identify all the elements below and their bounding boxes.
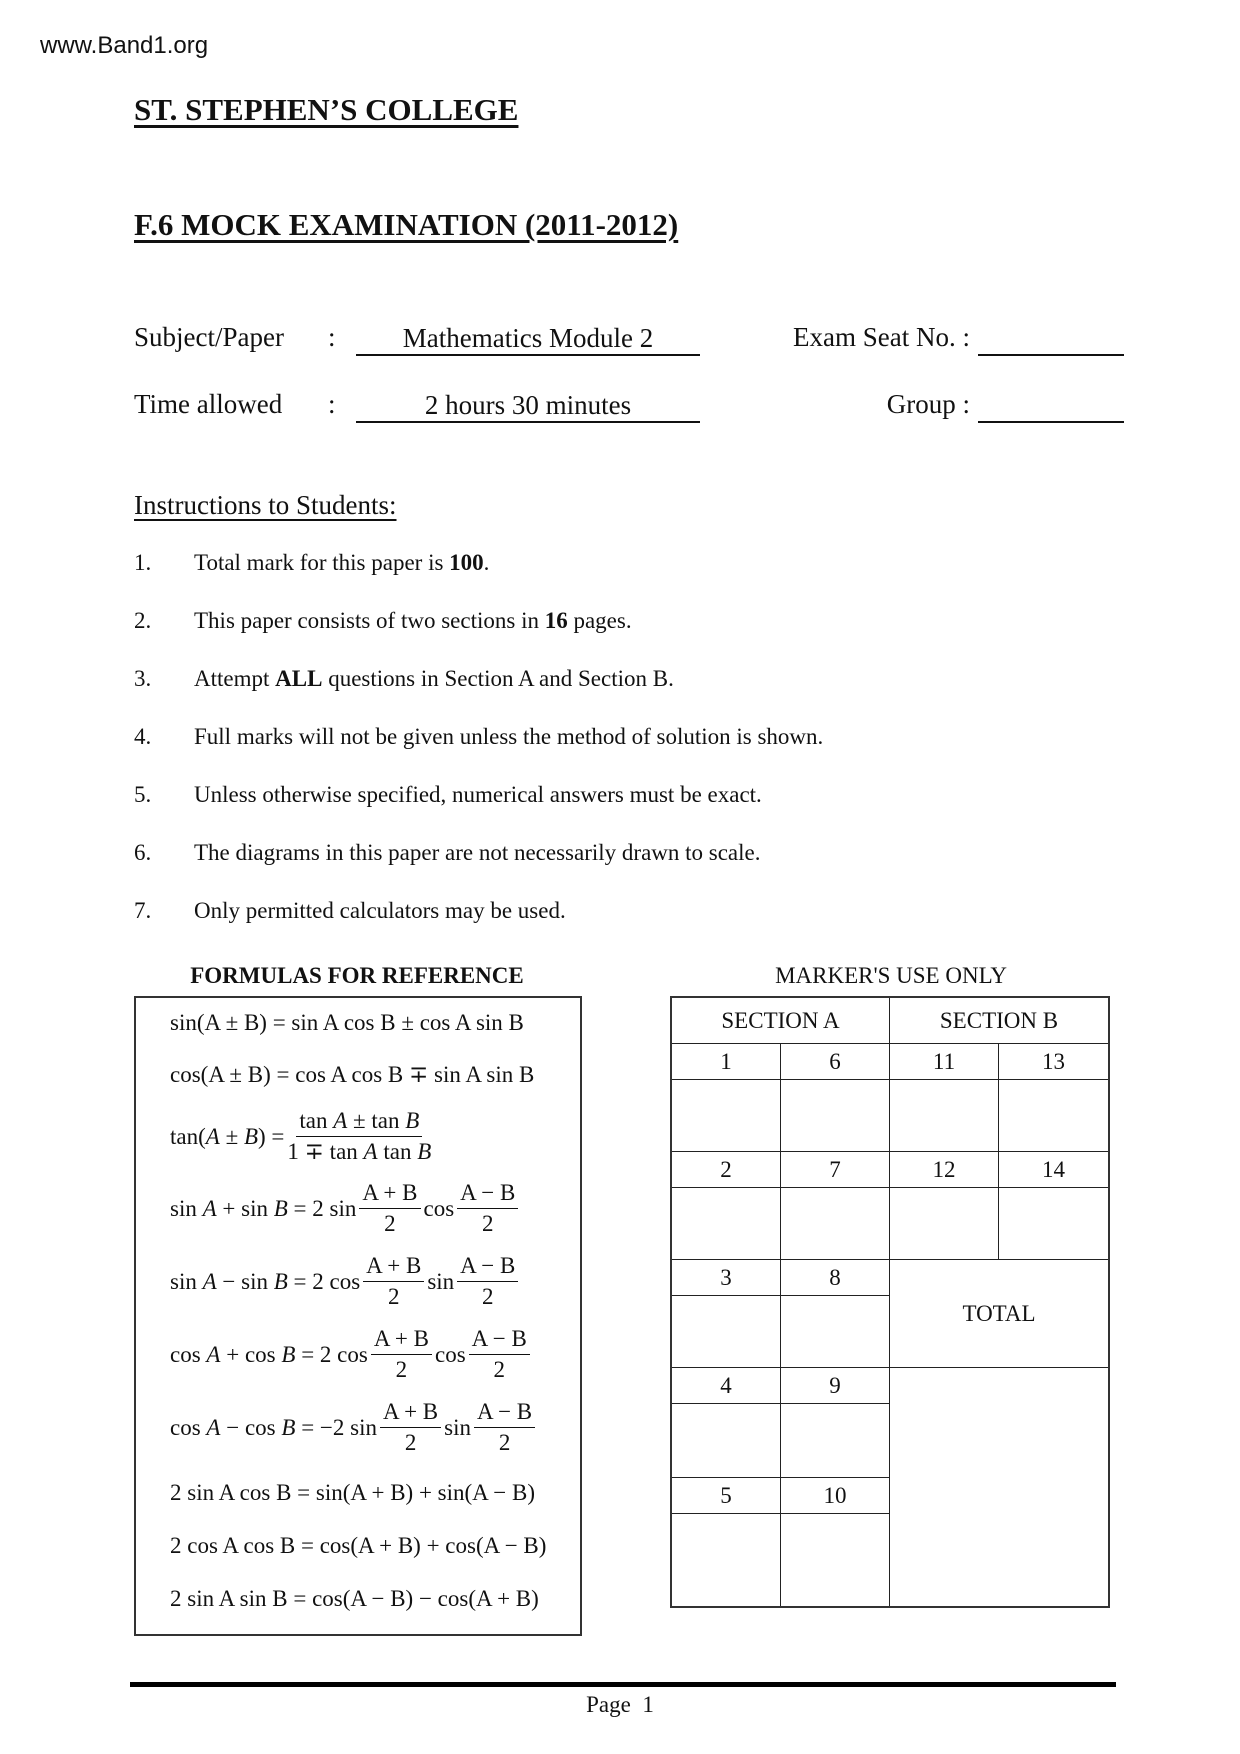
formula-product-sin-cos: [170, 1480, 535, 1506]
mark-box-q9[interactable]: [781, 1404, 890, 1478]
total-label: TOTAL: [890, 1260, 1108, 1368]
marker-title: MARKER'S USE ONLY: [775, 963, 1007, 988]
question-label: 2: [672, 1152, 781, 1188]
fraction-denominator: 2: [388, 1284, 400, 1309]
instruction-item: [134, 608, 1034, 666]
formula-text: cos(A ± B) = cos A cos B ∓ sin A sin B: [170, 1062, 535, 1087]
formula-cos-sum: [170, 1062, 534, 1088]
formula-text: 2 sin A cos B = sin(A + B) + sin(A − B): [170, 1480, 535, 1505]
mark-box-q1[interactable]: [672, 1080, 781, 1152]
formulas-title: FORMULAS FOR REFERENCE: [190, 963, 524, 988]
fraction-numerator: A + B: [371, 1324, 432, 1355]
exam-seat-label: Exam Seat No. :: [793, 322, 970, 352]
item-text: The diagrams in this paper are not necessarily drawn to scale.: [194, 840, 761, 865]
question-label: 5: [672, 1478, 781, 1514]
exam-seat-field[interactable]: [978, 322, 1124, 356]
fraction-denominator: 2: [395, 1357, 408, 1382]
question-label: 1: [672, 1044, 781, 1080]
item-text: Attempt: [194, 666, 276, 691]
fraction-denominator: 2: [482, 1211, 494, 1236]
item-text: This paper consists of two sections in: [194, 608, 545, 633]
formula-cos-plus-cos: cos A + cos B = 2 cos $\frac{A + B}{2}$ cos $\frac{A - B}{2}$: [170, 1324, 533, 1385]
colon: :: [328, 389, 336, 419]
question-label: 6: [781, 1044, 890, 1080]
instruction-item: [134, 666, 1034, 724]
item-text: Only permitted calculators may be used.: [194, 898, 566, 923]
formula-sin-plus-sin: sin A + sin B = 2 sin $\frac{A + B}{2}$ cos $\frac{A - B}{2}$: [170, 1178, 521, 1239]
subject-label: Subject/Paper: [134, 322, 284, 352]
group-label: Group :: [886, 389, 970, 419]
exam-title: F.6 MOCK EXAMINATION (2011-2012): [134, 207, 679, 242]
fraction: $\frac{\text{tan A ± tan B}}{\text{1 ∓ tan A tan B}}$: [287, 1108, 432, 1164]
mark-box-q10[interactable]: [781, 1514, 890, 1606]
page-number: Page 1: [586, 1692, 654, 1717]
fraction-numerator: A − B: [457, 1251, 518, 1282]
item-bold: ALL: [275, 666, 323, 691]
question-label: 14: [999, 1152, 1108, 1188]
item-number: 6.: [134, 840, 152, 865]
mark-box-q14[interactable]: [999, 1188, 1108, 1260]
item-text: Unless otherwise specified, numerical answers must be exact.: [194, 782, 762, 807]
formula-text: 2 cos A cos B = cos(A + B) + cos(A − B): [170, 1533, 547, 1558]
time-row: [134, 389, 1124, 429]
fraction-numerator: A − B: [457, 1178, 518, 1209]
instruction-item: [134, 782, 1034, 840]
question-label: 7: [781, 1152, 890, 1188]
total-mark-box[interactable]: [890, 1368, 1108, 1606]
fraction-numerator: A − B: [474, 1397, 535, 1428]
footer-divider: [130, 1682, 1116, 1687]
question-label: 10: [781, 1478, 890, 1514]
mark-box-q7[interactable]: [781, 1188, 890, 1260]
mark-box-q5[interactable]: [672, 1514, 781, 1606]
time-label: Time allowed: [134, 389, 283, 419]
instruction-item: [134, 840, 1034, 898]
fraction-denominator: 2: [493, 1357, 505, 1382]
group-field[interactable]: [978, 389, 1124, 423]
item-number: 2.: [134, 608, 152, 633]
item-text: Total mark for this paper is: [194, 550, 450, 575]
item-number: 3.: [134, 666, 152, 691]
formula-text: 2 sin A sin B = cos(A − B) − cos(A + B): [170, 1586, 539, 1611]
formula-lhs: tan(A ± B) =: [170, 1123, 285, 1149]
item-number: 7.: [134, 898, 152, 923]
fraction-numerator: A + B: [380, 1397, 441, 1428]
mark-box-q12[interactable]: [890, 1188, 999, 1260]
formulas-box: [134, 996, 582, 1636]
question-label: 8: [781, 1260, 890, 1296]
fraction-denominator: 2: [482, 1284, 494, 1309]
instructions-heading: Instructions to Students:: [134, 490, 397, 520]
mark-box-q3[interactable]: [672, 1296, 781, 1368]
subject-value: Mathematics Module 2: [356, 322, 700, 356]
item-number: 4.: [134, 724, 152, 749]
formula-text: sin(A ± B) = sin A cos B ± cos A sin B: [170, 1010, 524, 1035]
question-label: 11: [890, 1044, 999, 1080]
instruction-item: [134, 724, 1034, 782]
watermark-url: www.Band1.org: [40, 32, 209, 59]
time-value: 2 hours 30 minutes: [356, 389, 700, 423]
mark-box-q4[interactable]: [672, 1404, 781, 1478]
question-label: 4: [672, 1368, 781, 1404]
school-name: ST. STEPHEN’S COLLEGE: [134, 92, 519, 127]
fraction-numerator: A + B: [359, 1178, 420, 1209]
mark-box-q11[interactable]: [890, 1080, 999, 1152]
instruction-item: [134, 898, 1034, 956]
question-label: 3: [672, 1260, 781, 1296]
formula-product-cos-cos: [170, 1533, 546, 1559]
item-bold: 100: [449, 550, 484, 575]
marker-table: [670, 996, 1110, 1608]
formula-tan-sum: [170, 1106, 434, 1167]
mark-box-q6[interactable]: [781, 1080, 890, 1152]
formula-sin-sum: [170, 1010, 524, 1036]
question-label: 9: [781, 1368, 890, 1404]
instruction-item: [134, 550, 1034, 608]
item-bold: 16: [544, 608, 568, 633]
subject-row: [134, 322, 1124, 362]
fraction-denominator: 2: [384, 1211, 396, 1236]
item-text: questions in Section A and Section B.: [322, 666, 674, 691]
fraction-numerator: A − B: [469, 1324, 530, 1355]
fraction-denominator: 2: [404, 1430, 417, 1455]
question-label: 13: [999, 1044, 1108, 1080]
fraction-numerator: A + B: [363, 1251, 424, 1282]
formula-product-sin-sin: [170, 1586, 539, 1612]
instructions-list: [134, 550, 1034, 956]
colon: :: [328, 322, 336, 352]
item-text: Full marks will not be given unless the method of solution is shown.: [194, 724, 824, 749]
mark-box-q8[interactable]: [781, 1296, 890, 1368]
formula-cos-minus-cos: cos A − cos B = −2 sin $\frac{A + B}{2}$ sin $\frac{A - B}{2}$: [170, 1397, 538, 1458]
fraction-denominator: 2: [498, 1430, 511, 1455]
mark-box-q2[interactable]: [672, 1188, 781, 1260]
formula-sin-minus-sin: sin A − sin B = 2 cos $\frac{A + B}{2}$ sin $\frac{A - B}{2}$: [170, 1251, 521, 1312]
item-text: .: [483, 550, 490, 575]
mark-box-q13[interactable]: [999, 1080, 1108, 1152]
item-number: 1.: [134, 550, 152, 575]
section-a-header: SECTION A: [672, 998, 890, 1044]
item-text: pages.: [567, 608, 632, 633]
question-label: 12: [890, 1152, 999, 1188]
item-number: 5.: [134, 782, 152, 807]
section-b-header: SECTION B: [890, 998, 1108, 1044]
